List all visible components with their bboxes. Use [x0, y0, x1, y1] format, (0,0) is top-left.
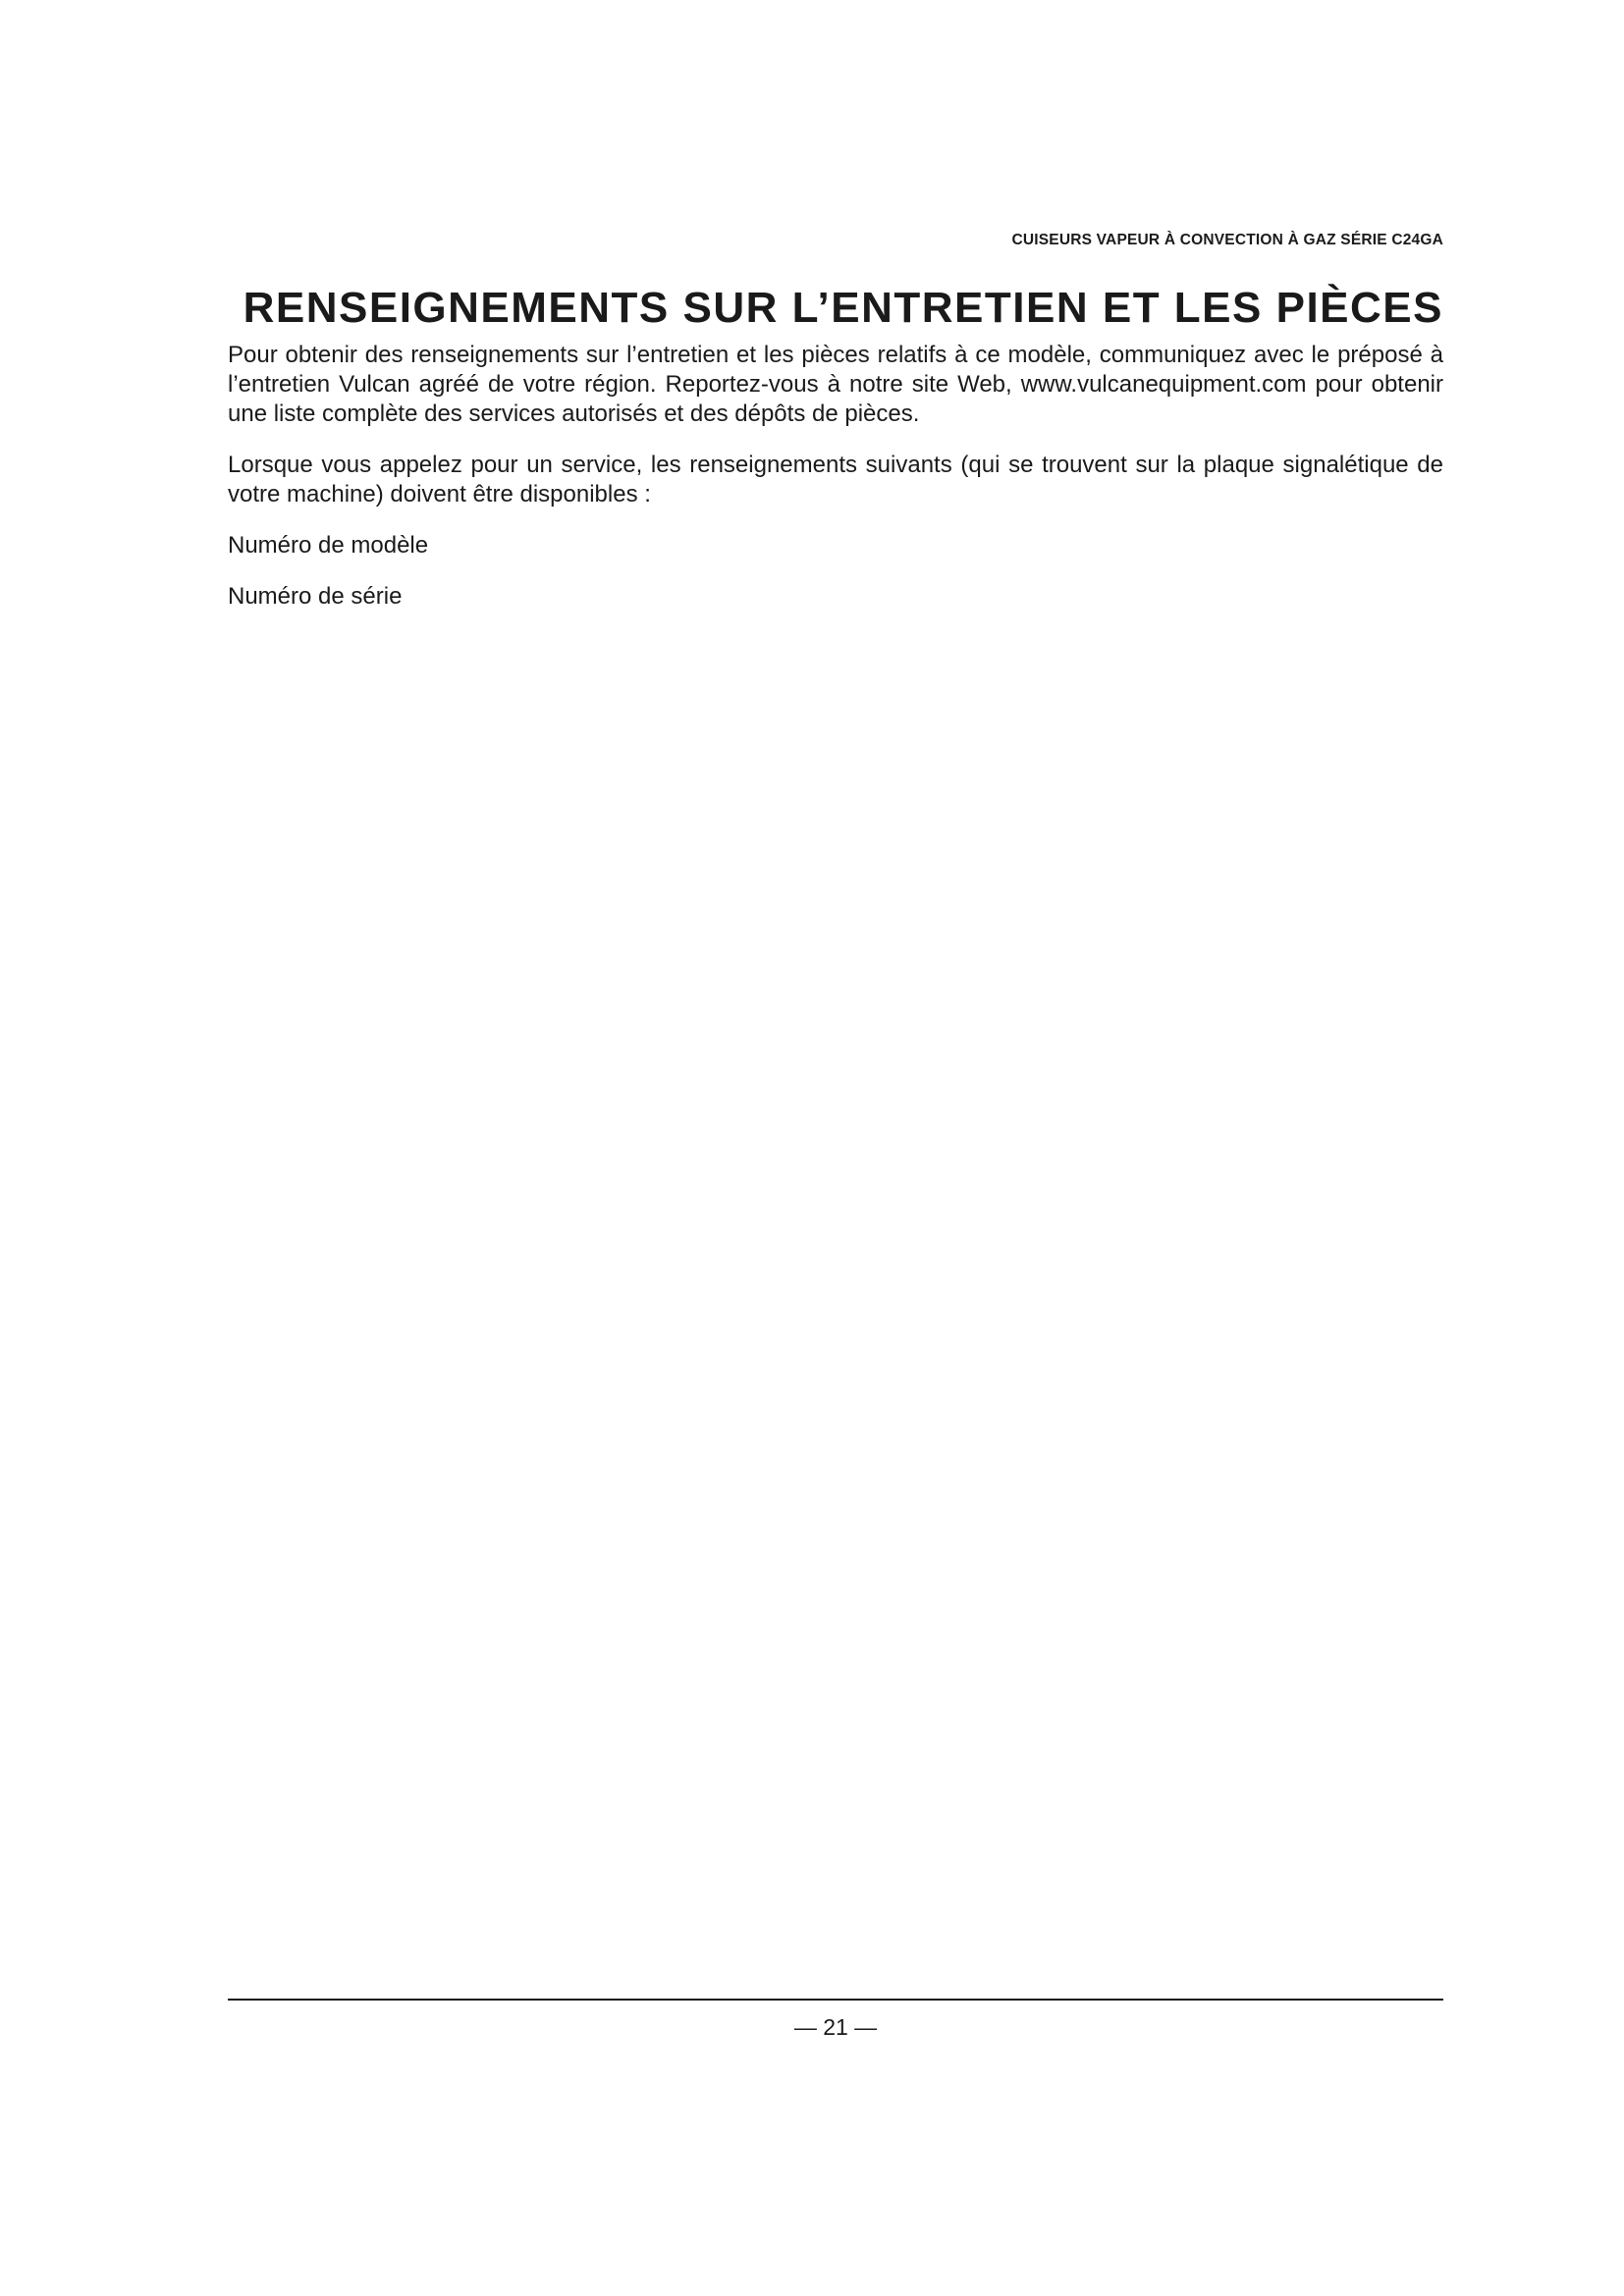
list-item-model-number: Numéro de modèle	[228, 532, 429, 559]
paragraph-service-info: Pour obtenir des renseignements sur l’entretien et les pièces relatifs à ce modèle, communiquez avec le préposé à l’entretien Vulcan agréé de votre région. Reportez-vous à notre site Web, www.vulcanequipment.com pour obtenir une liste complète des services autorisés et des dépôts de pièces.	[228, 342, 1443, 427]
running-header: CUISEURS VAPEUR À CONVECTION À GAZ SÉRIE C24GA	[1011, 232, 1443, 248]
page-title: RENSEIGNEMENTS SUR L’ENTRETIEN ET LES PIÈCES	[243, 284, 1443, 332]
list-item-serial-number: Numéro de série	[228, 583, 403, 610]
main-content	[228, 280, 1443, 633]
page-number: — 21 —	[793, 2014, 878, 2040]
footer-divider	[228, 1999, 1443, 2001]
paragraph-required-info: Lorsque vous appelez pour un service, les renseignements suivants (qui se trouvent sur la plaque signalétique de votre machine) doivent être disponibles :	[228, 452, 1443, 507]
